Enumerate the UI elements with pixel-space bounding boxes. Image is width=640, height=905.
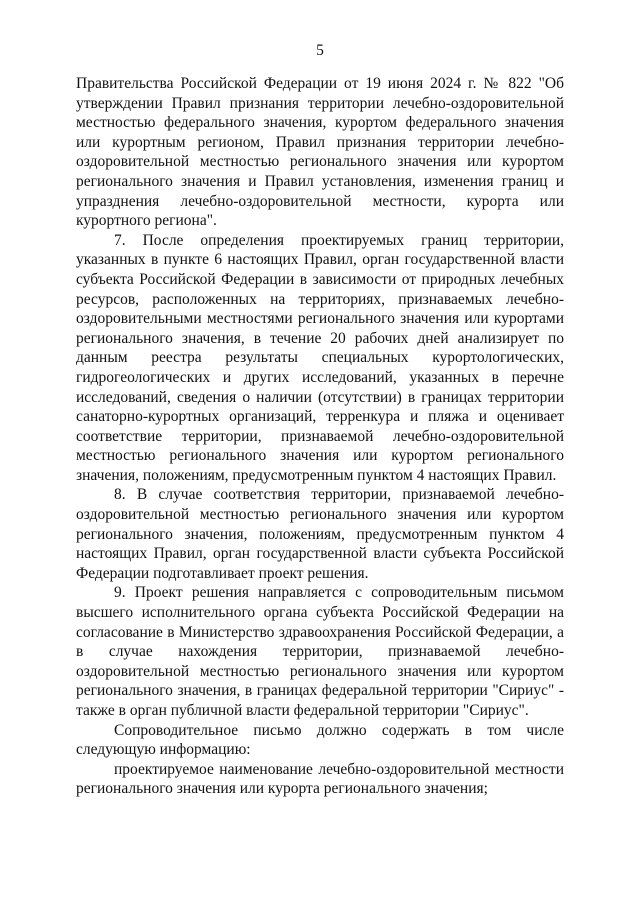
document-body <box>76 74 564 799</box>
page-number: 5 <box>316 42 324 59</box>
paragraph-cover-letter: Сопроводительное письмо должно содержать в том числе следующую информацию: <box>76 721 564 759</box>
paragraph-item-8: 8. В случае соответствия территории, признаваемой лечебно-оздоровительной местностью регионального значения или курортом регионального значения, положениям, предусмотренным пунктом 4 настоящих Правил, орган государственной власти субъекта Российской Федерации подготавливает проект решения. <box>76 486 564 582</box>
paragraph-item-7: 7. После определения проектируемых границ территории, указанных в пункте 6 настоящих Правил, орган государственной власти субъекта Российской Федерации в зависимости от природных лечебных ресурсов, расположенных на территориях, признаваемых лечебно-оздоровительными местностями регионального значения или курортами регионального значения, в течение 20 рабочих дней анализирует по данным реестра результаты специальных курортологических, гидрогеологических и других исследований, указанных в перечне исследований, сведения о наличии (отсутствии) в границах территории санаторно-курортных организаций, терренкура и пляжа и оценивает соответствие территории, признаваемой лечебно-оздоровительной местностью регионального значения или курортом регионального значения, положениям, предусмотренным пунктом 4 настоящих Правил. <box>76 231 564 484</box>
paragraph-item-9: 9. Проект решения направляется с сопроводительным письмом высшего исполнительного органа субъекта Российской Федерации на согласование в Министерство здравоохранения Российской Федерации, а в случае нахождения территории, признаваемой лечебно-оздоровительной местностью регионального значения или курортом регионального значения, в границах федеральной территории "Сириус" - также в орган публичной власти федеральной территории "Сириус". <box>76 584 564 719</box>
paragraph-continuation: Правительства Российской Федерации от 19 июня 2024 г. № 822 "Об утверждении Правил признания территории лечебно-оздоровительной местностью федерального значения, курортом федерального значения или курортным регионом, Правил признания территории лечебно-оздоровительной местностью регионального значения или курортом регионального значения и Правил установления, изменения границ и упразднения лечебно-оздоровительной местности, курорта или курортного региона". <box>76 75 564 230</box>
paragraph-list-item: проектируемое наименование лечебно-оздоровительной местности регионального значения или курорта регионального значения; <box>76 760 564 798</box>
